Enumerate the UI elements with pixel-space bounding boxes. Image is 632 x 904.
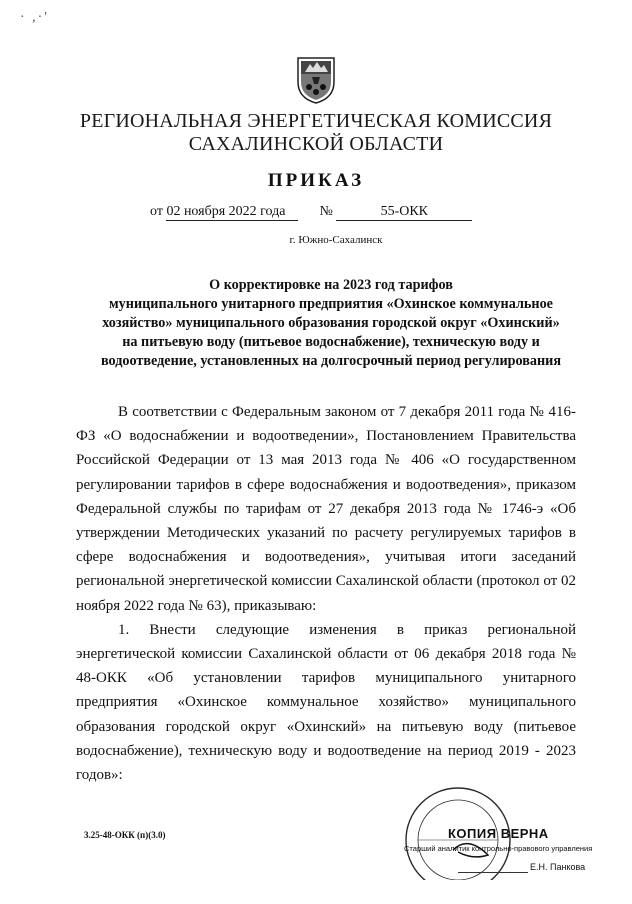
organization-name-line2: САХАЛИНСКОЙ ОБЛАСТИ xyxy=(188,133,444,155)
date-number-line xyxy=(150,204,472,221)
coat-of-arms-icon xyxy=(295,54,337,104)
signatory-role: Старший аналитик контрольно-правового управления xyxy=(404,844,593,853)
document-subject xyxy=(78,276,584,371)
date-prefix: от xyxy=(150,204,163,219)
document-date: 02 ноября 2022 года xyxy=(166,204,298,221)
subject-line: О корректировке на 2023 год тарифов xyxy=(209,277,453,293)
number-prefix: № xyxy=(319,204,333,219)
subject-line: водоотведение, установленных на долгосрочный период регулирования xyxy=(100,353,562,369)
document-number: 55-ОКК xyxy=(336,204,472,221)
subject-line: на питьевую воду (питьевое водоснабжение), техническую воду и xyxy=(122,334,540,350)
signatory-name: Е.Н. Панкова xyxy=(530,862,586,872)
organization-name-line1: РЕГИОНАЛЬНАЯ ЭНЕРГЕТИЧЕСКАЯ КОМИССИЯ xyxy=(79,110,553,132)
document-type: ПРИКАЗ xyxy=(267,170,365,191)
body-paragraph: В соответствии с Федеральным законом от 7 декабря 2011 года № 416-ФЗ «О водоснабжении и водоотведении», Постановлением Правительства Российской Федерации от 13 мая 2013 года № 406 «О государственном регулировании тарифов в сфере водоснабжения и водоотведения», приказом Федеральной службы по тарифам от 27 декабря 2013 года № 1746-э «Об утверждении Методических указаний по расчету регулируемых тарифов в сфере водоснабжения и водоотведения», учитывая итоги заседаний региональной энергетической комиссии Сахалинской области (протокол от 02 ноября 2022 года № 63), приказываю: xyxy=(76,404,576,614)
document-body xyxy=(76,400,576,787)
subject-line: хозяйство» муниципального образования городской округ «Охинский» xyxy=(102,315,560,331)
certified-copy-title: КОПИЯ ВЕРНА xyxy=(448,826,549,841)
city: г. Южно-Сахалинск xyxy=(289,234,383,246)
signature-line xyxy=(458,872,528,873)
body-paragraph: 1. Внести следующие изменения в приказ региональной энергетической комиссии Сахалинской области от 06 декабря 2018 года № 48-ОКК «Об установлении тарифов муниципального унитарного предприятия «Охинское коммунальное хозяйство» муниципального образования городской округ «Охинский» на питьевую воду (питьевое водоснабжение), техническую воду и водоотведение на период 2019 - 2023 годов»: xyxy=(76,621,576,784)
certified-copy-stamp xyxy=(398,780,606,880)
scan-artifact: · ,·' xyxy=(20,10,49,25)
subject-line: муниципального унитарного предприятия «Охинское коммунальное xyxy=(109,296,553,312)
document-code: 3.25-48-ОКК (п)(3.0) xyxy=(84,830,166,840)
